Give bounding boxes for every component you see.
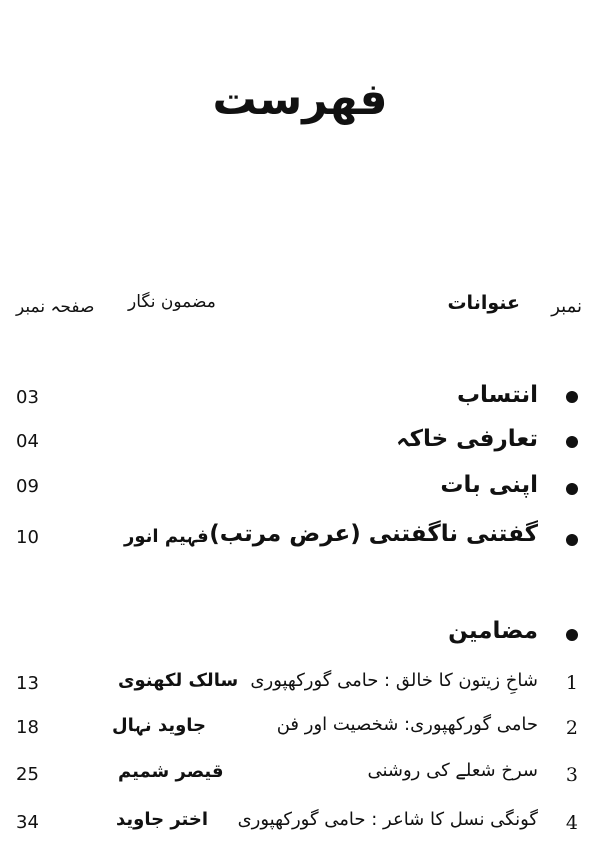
- article-title: شاخِ زیتون کا خالق : حامی گورکھپوری: [250, 670, 538, 691]
- article-author: سالک لکھنوی: [118, 670, 239, 691]
- page-title: فهرست: [212, 74, 388, 125]
- header-author: مضمون نگار: [128, 292, 216, 312]
- entry-page: 03: [16, 387, 39, 408]
- entry-page: 10: [16, 527, 39, 548]
- article-page: 18: [16, 717, 39, 738]
- entry-page: 04: [16, 431, 39, 452]
- bullet-icon: [566, 629, 578, 641]
- article-page: 13: [16, 673, 39, 694]
- bullet-icon: [566, 534, 578, 546]
- entry-page: 09: [16, 476, 39, 497]
- article-title: حامی گورکھپوری: شخصیت اور فن: [276, 714, 538, 735]
- article-number: 4: [565, 812, 578, 834]
- bullet-icon: [566, 391, 578, 403]
- article-title: سرخ شعلے کی روشنی: [367, 760, 538, 781]
- bullet-icon: [566, 436, 578, 448]
- entry-title: اپنی بات: [440, 472, 538, 498]
- article-title: گونگی نسل کا شاعر : حامی گورکھپوری: [237, 809, 538, 830]
- entry-author: فہیم انور: [124, 526, 209, 547]
- article-page: 34: [16, 812, 39, 833]
- entry-title: گفتنی ناگفتنی (عرض مرتب): [209, 521, 538, 547]
- bullet-icon: [566, 483, 578, 495]
- article-page: 25: [16, 764, 39, 785]
- header-titles: عنوانات: [447, 292, 520, 314]
- article-number: 1: [565, 672, 578, 694]
- article-number: 2: [565, 717, 578, 739]
- article-author: جاوید نہال: [112, 715, 207, 736]
- article-number: 3: [565, 764, 578, 786]
- entry-title: انتساب: [456, 382, 538, 408]
- article-author: اختر جاوید: [116, 809, 209, 830]
- section-heading: مضامین: [448, 618, 538, 644]
- header-number: نمبر: [551, 296, 582, 317]
- header-page: صفحہ نمبر: [16, 297, 95, 317]
- article-author: قیصر شمیم: [118, 761, 224, 782]
- entry-title: تعارفی خاکہ: [396, 426, 538, 452]
